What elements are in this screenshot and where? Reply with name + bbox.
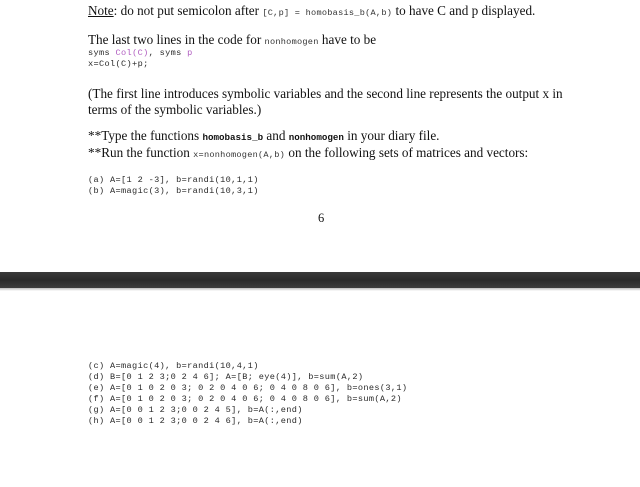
exercise-f: (f) A=[0 1 0 2 0 3; 0 2 0 4 0 6; 0 4 0 8 0 6], b=sum(A,2) [88,394,402,404]
exercise-a: (a) A=[1 2 -3], b=randi(10,1,1) [88,175,259,185]
note-label: Note [88,3,114,18]
note-code-2: homobasis_b(A,b) [305,8,393,18]
exercise-c: (c) A=magic(4), b=randi(10,4,1) [88,361,259,371]
explanation-line-2: terms of the symbolic variables.) [88,102,262,117]
exercise-e: (e) A=[0 1 0 2 0 3; 0 2 0 4 0 6; 0 4 0 8 0 6], b=ones(3,1) [88,383,408,393]
type-code-2: nonhomogen [288,132,344,143]
exercise-d: (d) B=[0 1 2 3;0 2 4 6]; A=[B; eye(4)], b=sum(A,2) [88,372,364,382]
page-bottom [0,291,640,487]
exercise-g: (g) A=[0 0 1 2 3;0 0 2 4 5], b=A(:,end) [88,405,303,415]
run-code: x=nonhomogen(A,b) [193,150,286,160]
code-line-syms [88,48,193,59]
explanation-line-1: (The first line introduces symbolic variables and the second line represents the output x in [88,86,563,101]
page-divider [0,272,640,288]
last-lines-text-2: have to be [318,32,377,47]
exercise-h: (h) A=[0 0 1 2 3;0 0 2 4 6], b=A(:,end) [88,416,303,426]
last-lines-text-1: The last two lines in the code for [88,32,265,47]
note-line [88,3,535,21]
type-text-2: and [263,128,289,143]
run-text-1: **Run the function [88,145,194,160]
run-text-2: on the following sets of matrices and vectors: [285,145,529,160]
code-syms-a: syms [88,48,116,58]
page-number: 6 [318,211,325,225]
type-text-3: in your diary file. [343,128,440,143]
type-instruction [88,128,439,146]
code-line-x: x=Col(C)+p; [88,59,149,69]
code-syms-c: , syms [148,48,188,58]
note-text-3: to have C and p displayed. [392,3,536,18]
note-text-1: : do not put semicolon after [113,3,263,18]
type-code-1: homobasis_b [202,132,264,143]
exercise-b: (b) A=magic(3), b=randi(10,3,1) [88,186,259,196]
note-text-2: = [289,8,306,18]
note-code-1: [C,p] [262,8,290,18]
code-syms-b: Col(C) [115,48,149,58]
last-lines-code-1: nonhomogen [264,37,319,47]
code-syms-d: p [187,48,193,58]
type-text-1: **Type the functions [88,128,203,143]
run-instruction [88,145,528,163]
